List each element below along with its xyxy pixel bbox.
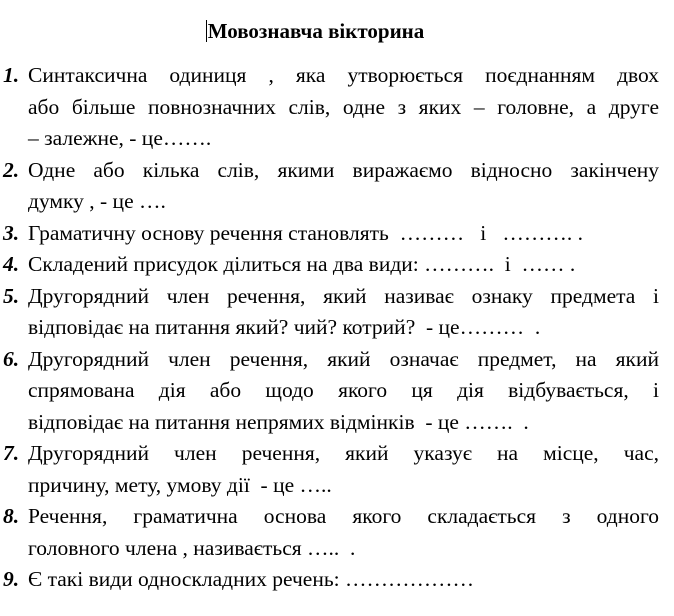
question-text-line: Одне або кілька слів, якими виражаємо відносно закінчену [28, 157, 659, 182]
question-text [28, 218, 659, 250]
question-item [0, 564, 674, 596]
question-text-line: Складений присудок ділиться на два види: ………. і …… . [28, 252, 576, 276]
question-text-line: спрямована дія або щодо якого ця дія відбувається, і [28, 378, 659, 402]
question-number: 9. [3, 567, 20, 591]
quiz-title [0, 18, 630, 44]
question-text [28, 249, 659, 281]
question-text [28, 281, 659, 344]
question-text-line: Граматичну основу речення становлять ……… і ………. . [28, 220, 583, 245]
question-text [28, 564, 659, 596]
question-text-line: Є такі види односкладних речень: ……………… [28, 567, 475, 591]
question-item [0, 501, 674, 564]
question-text [28, 438, 659, 501]
question-text [28, 501, 659, 564]
question-text-line: – залежне, - це……. [28, 126, 212, 150]
question-item [0, 281, 674, 344]
question-number: 7. [3, 441, 20, 465]
question-text-line: відповідає на питання непрямих відмінків - це ……. . [28, 409, 529, 434]
question-item [0, 155, 674, 218]
question-text-line: або більше повнозначних слів, одне з яких – головне, а друге [28, 94, 659, 119]
question-text-line: головного члена , називається ….. . [28, 535, 356, 560]
question-text-line: Другорядний член речення, який називає ознаку предмета і [28, 283, 659, 308]
question-text [28, 155, 659, 218]
question-text-line: Другорядний член речення, який указує на місце, час, [28, 441, 659, 465]
question-item [0, 249, 674, 281]
question-text-line: Речення, граматична основа якого складається з одного [28, 504, 659, 528]
question-list [0, 60, 674, 596]
question-text-line: відповідає на питання який? чий? котрий? - це……… . [28, 315, 541, 339]
quiz-title-text: Мовознавча вікторина [207, 19, 425, 43]
question-text [28, 60, 659, 155]
question-number: 1. [3, 63, 20, 87]
question-number: 6. [3, 346, 20, 371]
question-text-line: причину, мету, умову дії - це ….. [28, 472, 332, 497]
question-item [0, 344, 674, 439]
question-item [0, 438, 674, 501]
question-item [0, 218, 674, 250]
question-number: 8. [3, 504, 20, 528]
question-item [0, 60, 674, 155]
question-text-line: Синтаксична одиниця , яка утворюється поєднанням двох [28, 63, 659, 87]
text-cursor [206, 20, 207, 42]
question-number: 5. [3, 283, 20, 308]
question-number: 3. [3, 220, 20, 245]
question-text-line: думку , - це …. [28, 189, 166, 213]
question-number: 4. [3, 252, 20, 276]
question-text [28, 344, 659, 439]
question-text-line: Другорядний член речення, який означає предмет, на який [28, 346, 659, 371]
question-number: 2. [3, 157, 20, 182]
